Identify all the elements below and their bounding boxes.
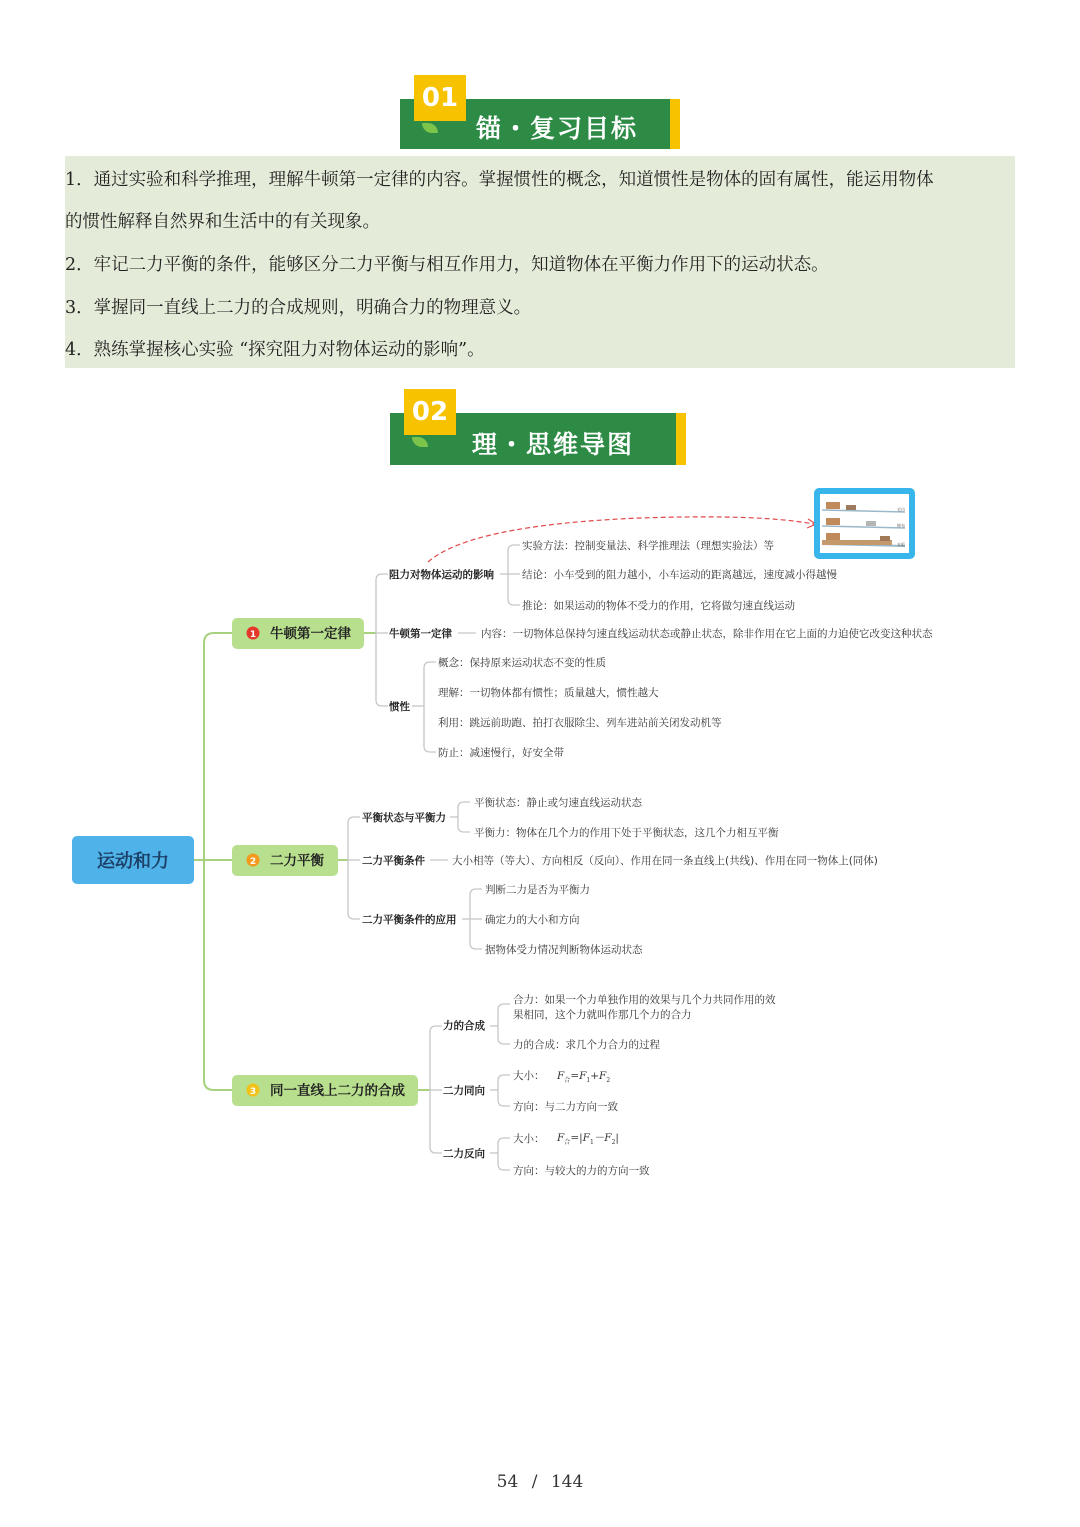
formula-same-direction: $F_合=F_1+F_2$ (557, 1070, 611, 1084)
leaf-text: 合力：如果一个力单独作用的效果与几个力共同作用的效 (513, 994, 776, 1006)
section-banner-01 (400, 75, 682, 151)
experiment-image (814, 488, 915, 559)
image-label: 棉布 (897, 523, 905, 528)
current-page: 54 (496, 1472, 519, 1492)
leaf-text: 理解：一切物体都有惯性；质量越大，惯性越大 (438, 687, 659, 699)
sub-label: 牛顿第一定律 (389, 628, 452, 640)
branch-label-2: 二力平衡 (270, 853, 324, 869)
goal-line: 2．牢记二力平衡的条件，能够区分二力平衡与相互作用力，知道物体在平衡力作用下的运动状态。 (65, 255, 829, 275)
leaf-text: 大小： (513, 1133, 545, 1145)
mind-map (0, 470, 1080, 1200)
root-label: 运动和力 (97, 851, 169, 872)
leaf-text: 利用：跳远前助跑、拍打衣服除尘、列车进站前关闭发动机等 (438, 717, 722, 729)
leaf-text: 果相同，这个力就叫作那几个力的合力 (513, 1009, 692, 1021)
branch-label-3: 同一直线上二力的合成 (270, 1083, 405, 1099)
page-number (0, 1472, 1080, 1492)
marker-2: 2 (249, 857, 257, 867)
sub-label: 惯性 (389, 701, 410, 713)
goal-line: 3．掌握同一直线上二力的合成规则，明确合力的物理意义。 (65, 298, 532, 318)
leaf-text: 方向：与二力方向一致 (513, 1101, 618, 1113)
goal-line: 4．熟练掌握核心实验 “探究阻力对物体运动的影响”。 (65, 340, 485, 360)
branch-label-1: 牛顿第一定律 (270, 626, 351, 642)
section-number: 02 (404, 389, 456, 435)
leaf-text: 据物体受力情况判断物体运动状态 (485, 944, 643, 956)
leaf-text: 内容：一切物体总保持匀速直线运动状态或静止状态，除非作用在它上面的力迫使它改变这种状态 (481, 628, 933, 640)
page-separator: / (531, 1472, 538, 1492)
leaf-text: 结论：小车受到的阻力越小，小车运动的距离越远，速度减小得越慢 (522, 569, 837, 581)
leaf-text: 力的合成：求几个力合力的过程 (513, 1039, 660, 1051)
image-label: 木板 (897, 542, 905, 547)
leaf-text: 实验方法：控制变量法、科学推理法（理想实验法）等 (522, 540, 774, 552)
section-number: 01 (414, 75, 466, 121)
total-pages: 144 (550, 1472, 584, 1492)
formula-opposite-direction: $F_合=|F_1-F_2|$ (557, 1132, 619, 1146)
marker-1: 1 (249, 630, 257, 640)
sub-label: 阻力对物体运动的影响 (389, 569, 494, 581)
leaf-text: 大小： (513, 1070, 545, 1082)
sub-label: 平衡状态与平衡力 (362, 812, 446, 824)
leaf-text: 方向：与较大的力的方向一致 (513, 1165, 650, 1177)
image-label: 毛巾 (897, 507, 905, 512)
marker-3: 3 (249, 1087, 257, 1097)
review-goals (65, 156, 1015, 368)
goal-line: 的惯性解释自然界和生活中的有关现象。 (65, 212, 380, 232)
section-title: 理・思维导图 (472, 430, 635, 459)
sub-label: 二力同向 (443, 1085, 485, 1097)
sub-label: 二力平衡条件 (362, 855, 425, 867)
leaf-text: 平衡状态：静止或匀速直线运动状态 (474, 797, 642, 809)
section-title: 锚・复习目标 (476, 114, 639, 143)
leaf-text: 防止：减速慢行，好安全带 (438, 747, 564, 759)
leaf-text: 概念：保持原来运动状态不变的性质 (438, 657, 606, 669)
sub-label: 二力反向 (443, 1148, 485, 1160)
sub-label: 力的合成 (443, 1020, 485, 1032)
section-banner-02 (390, 389, 690, 467)
leaf-text: 判断二力是否为平衡力 (485, 884, 590, 896)
sub-label: 二力平衡条件的应用 (362, 914, 457, 926)
leaf-text: 大小相等（等大）、方向相反（反向）、作用在同一条直线上(共线)、作用在同一物体上(同体) (452, 855, 878, 867)
leaf-text: 推论：如果运动的物体不受力的作用，它将做匀速直线运动 (522, 600, 795, 612)
leaf-text: 确定力的大小和方向 (485, 914, 580, 926)
goal-line: 1．通过实验和科学推理，理解牛顿第一定律的内容。掌握惯性的概念，知道惯性是物体的固有属性，能运用物体 (65, 170, 934, 190)
leaf-text: 平衡力：物体在几个力的作用下处于平衡状态，这几个力相互平衡 (474, 827, 779, 839)
